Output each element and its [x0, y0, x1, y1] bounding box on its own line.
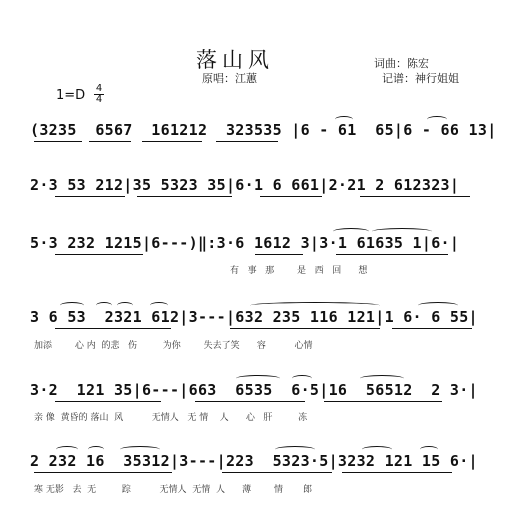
time-numerator: 4: [95, 83, 103, 94]
beam: [55, 254, 143, 255]
beam: [55, 328, 171, 329]
score-line-4: 3 6 53 2321 612|3---|632 235 116 121|1 6· 6 55|: [30, 308, 478, 326]
score-line-1: (3235 6567 161212 323535 |6 - 61 65|6 - 66 13|: [30, 121, 497, 139]
slur: [56, 446, 78, 453]
key-signature: 1=D: [56, 88, 86, 103]
lyrics-line-5: 亲 像 黄昏的 落山 风 无情人 无 情 人 心 肝 冻: [34, 413, 308, 423]
beam: [55, 196, 125, 197]
beam: [360, 196, 470, 197]
beam: [230, 328, 380, 329]
transcriber: 记谱：神行姐姐: [382, 72, 459, 85]
beam: [392, 328, 472, 329]
slur: [117, 302, 133, 309]
beam: [55, 401, 161, 402]
time-denominator: 4: [95, 94, 103, 105]
beam: [137, 196, 232, 197]
slur: [372, 228, 432, 235]
slur: [120, 446, 160, 453]
slur: [88, 446, 104, 453]
beam: [195, 401, 305, 402]
slur: [418, 302, 458, 309]
slur: [362, 446, 392, 453]
beam: [324, 401, 442, 402]
original-singer: 原唱：江蕙: [202, 72, 257, 85]
slur: [292, 375, 312, 382]
slur: [335, 116, 353, 123]
beam: [216, 141, 278, 142]
lyricist-composer: 词曲：陈宏: [374, 57, 429, 70]
beam: [222, 472, 332, 473]
lyrics-line-6: 寒 无影 去 无 踪 无情人 无情 人 薄 情 郎: [34, 485, 313, 495]
beam: [89, 141, 131, 142]
slur: [360, 375, 404, 382]
score-line-2: 2·3 53 212|35 5323 35|6·1 6 661|2·21 2 612323|: [30, 176, 460, 194]
beam: [255, 254, 303, 255]
slur: [427, 116, 447, 123]
slur: [236, 375, 280, 382]
beam: [142, 141, 202, 142]
score-line-6: 2 232 16 35312|3---|223 5323·5|3232 121 15 6·|: [30, 452, 478, 470]
beam: [34, 472, 172, 473]
beam: [342, 472, 452, 473]
song-title: 落山风: [196, 48, 274, 72]
beam: [34, 141, 82, 142]
slur: [150, 302, 168, 309]
lyrics-line-4: 加添 心 内 的悲 伤 为你 失去了笑 容 心情: [34, 341, 313, 351]
slur: [60, 302, 84, 309]
slur: [96, 302, 112, 309]
slur: [420, 446, 438, 453]
beam: [260, 196, 322, 197]
score-line-3: 5·3 232 1215|6---)‖:3·6 1612 3|3·1 61635 1|6·|: [30, 234, 460, 252]
lyrics-line-3: 有 事 那 是 西 回 想: [230, 266, 368, 276]
slur: [275, 446, 315, 453]
time-signature: [94, 84, 104, 105]
score-line-5: 3·2 121 35|6---|663 6535 6·5|16 56512 2 3·|: [30, 381, 478, 399]
slur: [333, 228, 369, 235]
beam: [336, 254, 448, 255]
slur: [250, 302, 380, 309]
